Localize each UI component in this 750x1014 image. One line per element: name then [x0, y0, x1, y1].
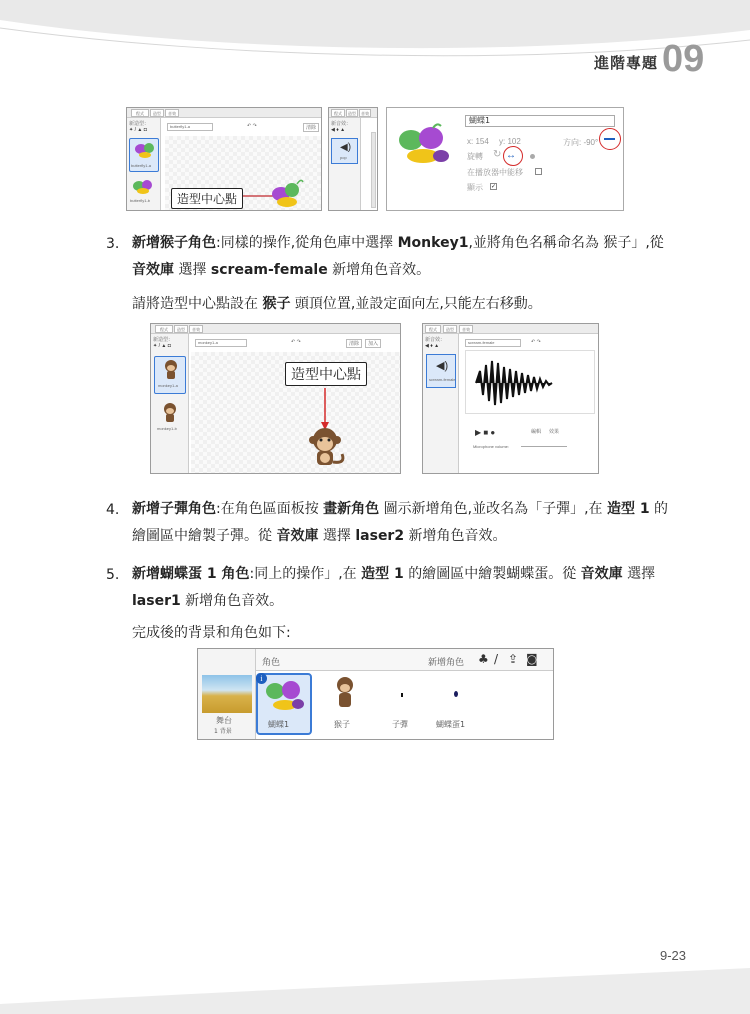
step-3-note — [132, 293, 542, 313]
monkey-icon — [333, 675, 357, 713]
step-4-title: 新增子彈角色 — [132, 501, 216, 517]
sprite-name-label: 子彈 — [392, 720, 408, 729]
draggable-checkbox[interactable] — [535, 168, 542, 175]
direction-dial[interactable] — [599, 128, 621, 150]
monkey-icon — [160, 402, 180, 424]
header-swoosh — [0, 0, 750, 90]
tab-bar — [423, 324, 598, 334]
direction-label: 方向: -90° — [563, 138, 599, 147]
stage-pane[interactable] — [198, 649, 256, 739]
step-4-text — [132, 496, 672, 550]
tab-scripts[interactable]: 程式 — [331, 109, 345, 117]
tab-scripts[interactable]: 程式 — [155, 325, 173, 333]
sprite-panel — [197, 648, 554, 740]
step-3-text — [132, 230, 672, 284]
step-3-number: 3. — [106, 236, 120, 252]
undo-redo-icon[interactable]: ↶ ↷ — [531, 339, 541, 345]
speaker-icon: ◀) — [340, 142, 352, 153]
new-sound-label: 新音效： — [331, 121, 352, 127]
clear-button[interactable]: 清除 — [346, 339, 362, 348]
no-rotate-icon[interactable] — [530, 154, 535, 159]
left-right-icon: ↔ — [506, 150, 516, 161]
sound-list — [329, 118, 361, 211]
tab-bar — [151, 324, 400, 334]
step-4-keyword: 畫新角色 — [323, 501, 380, 517]
tab-bar — [127, 108, 321, 118]
step-3-title: 新增猴子角色 — [132, 235, 216, 251]
step-5-part: :同上的操作」,在 — [249, 566, 362, 582]
sprite-panel-header — [256, 649, 553, 671]
egg-icon — [454, 691, 458, 697]
costume-name-field[interactable]: butterfly1-a — [167, 123, 213, 131]
step-3-keyword: 音效庫 — [132, 262, 174, 278]
sound-editor-screenshot — [422, 323, 599, 474]
rotation-style-label: 旋轉 — [467, 152, 483, 161]
sprite-info-screenshot — [386, 107, 624, 211]
edit-menu[interactable]: 編輯 — [531, 429, 542, 435]
monkey-icon — [306, 384, 356, 474]
step-5-part: 選擇 — [622, 566, 656, 582]
sprite-name-label: 猴子 — [334, 720, 350, 729]
stage-backdrop-count: 1 背景 — [214, 728, 232, 735]
tab-costumes[interactable]: 造型 — [150, 109, 164, 117]
sound-scrollbar[interactable] — [371, 132, 376, 208]
sound-list — [423, 334, 459, 474]
chapter-number: 09 — [662, 38, 705, 80]
paint-sprite-icon[interactable]: / — [494, 652, 499, 666]
step-4-part: :在角色區面板按 — [216, 501, 324, 517]
costume-list — [127, 118, 161, 211]
step-4-keyword: laser2 — [355, 528, 405, 544]
sound-thumb-label: scream-female — [429, 377, 456, 382]
step-4-keyword: 音效庫 — [276, 528, 319, 544]
tab-costumes[interactable]: 造型 — [443, 325, 457, 333]
sprite-name-field[interactable]: 蝴蝶1 — [465, 115, 615, 127]
costume-name-field[interactable]: monkey1-a — [195, 339, 247, 347]
upload-sprite-icon[interactable]: ⇪ — [508, 652, 519, 666]
costume-thumb[interactable] — [129, 178, 159, 208]
stage-thumbnail[interactable] — [202, 675, 252, 713]
costume-list — [151, 334, 189, 474]
costume-thumb-label: monkey1-a — [158, 383, 178, 388]
tab-sounds[interactable]: 音效 — [361, 111, 369, 116]
step-5-keyword: 造型 1 — [361, 566, 404, 582]
step-5-part: 新增角色音效。 — [180, 593, 284, 609]
undo-redo-icon[interactable]: ↶ ↷ — [291, 339, 301, 345]
sprite-library-icon[interactable]: ♣ — [478, 652, 489, 666]
note-part: 頭頂位置,並設定面向左,只能左右移動。 — [290, 296, 542, 312]
costume-tools-icon[interactable]: ✦ / ▲ ◘ — [129, 127, 147, 133]
butterfly-icon — [129, 178, 157, 196]
sprite-tile[interactable] — [378, 673, 428, 735]
sprite-name-label: 蝴蝶蛋1 — [436, 720, 466, 729]
tab-sounds[interactable]: 音效 — [189, 325, 203, 333]
undo-redo-icon[interactable]: ↶ ↷ — [247, 123, 257, 129]
tab-costumes[interactable]: 造型 — [348, 111, 356, 116]
step-4-part: 選擇 — [318, 528, 356, 544]
clear-button[interactable]: 清除 — [303, 123, 319, 132]
new-costume-label: 新造型： — [153, 337, 174, 343]
step-5-part: 的繪圖區中繪製蝴蝶蛋。從 — [403, 566, 581, 582]
playback-controls-icon[interactable]: ▶ ■ ● — [475, 428, 496, 437]
step-3-part: 新增角色音效。 — [327, 262, 431, 278]
costume-thumb-label: monkey1-b — [157, 426, 177, 431]
step-4-part: 圖示新增角色,並改名為「子彈」,在 — [379, 501, 607, 517]
sound-thumb-label: pop — [340, 155, 347, 160]
stage-label: 舞台 — [216, 716, 232, 725]
butterfly-icon — [263, 679, 307, 715]
note-keyword: 猴子 — [262, 296, 291, 312]
sound-panel-screenshot — [328, 107, 378, 211]
info-icon[interactable]: i — [256, 673, 267, 684]
tab-sounds[interactable]: 音效 — [165, 109, 179, 117]
center-point-callout: 造型中心點 — [171, 188, 243, 209]
butterfly-icon — [393, 122, 453, 172]
sprite-tile[interactable] — [434, 673, 494, 735]
sound-tools-icon[interactable]: ◀ ♦ ▲ — [331, 127, 346, 133]
butterfly-icon — [131, 141, 159, 161]
bullet-icon — [401, 693, 403, 697]
sprite-name-label: 蝴蝶1 — [268, 720, 290, 729]
tab-bar — [329, 108, 377, 118]
new-sound-label: 新音效： — [425, 337, 446, 343]
costume-editor-screenshot — [126, 107, 322, 211]
tab-scripts[interactable]: 程式 — [425, 325, 441, 333]
monkey-icon — [161, 359, 181, 381]
costume-thumb-label: butterfly1-b — [130, 198, 151, 203]
step-5-title: 新增蝴蝶蛋 1 角色 — [132, 566, 250, 582]
show-checkbox[interactable]: ✓ — [491, 183, 497, 190]
draggable-label: 在播放器中能移 — [467, 168, 523, 177]
step-4-part: 新增角色音效。 — [404, 528, 507, 544]
step-5-text — [132, 561, 672, 615]
sprite-tile[interactable] — [320, 673, 370, 735]
direction-needle-icon — [604, 138, 615, 140]
tab-sounds[interactable]: 音效 — [459, 325, 473, 333]
step-4-part: 的繪圖區中繪製子彈。從 — [132, 501, 669, 544]
tab-scripts[interactable]: 程式 — [131, 109, 149, 117]
sound-name-field[interactable]: scream-female — [465, 339, 521, 347]
step-3-keyword: Monkey1 — [397, 235, 469, 251]
chapter-title: 進階專題 — [594, 54, 659, 72]
speaker-icon: ◀) — [436, 360, 449, 372]
left-right-rotation-button[interactable] — [503, 146, 523, 166]
costume-thumb[interactable] — [154, 400, 186, 436]
step-4-number: 4. — [106, 502, 120, 518]
camera-icon[interactable]: ◙ — [526, 652, 538, 666]
waveform-icon — [466, 351, 596, 415]
costume-thumb-label: butterfly1-a — [131, 163, 152, 168]
new-costume-label: 新造型： — [129, 121, 150, 127]
mic-volume-label: Microphone volume: — [473, 444, 510, 449]
step-3-keyword: scream-female — [210, 262, 328, 278]
sprite-tile-selected[interactable] — [256, 673, 312, 735]
monkey-costume-screenshot — [150, 323, 401, 474]
step-5-number: 5. — [106, 567, 120, 583]
show-label: 顯示 — [467, 183, 483, 192]
page-number: 9-23 — [660, 948, 687, 963]
sound-thumb-selected[interactable] — [426, 354, 456, 388]
step-3-part: 選擇 — [174, 262, 211, 278]
effects-menu[interactable]: 效果 — [549, 429, 560, 435]
sound-thumb-selected[interactable] — [331, 138, 358, 164]
footer-swoosh — [0, 960, 750, 1014]
butterfly-icon — [237, 178, 307, 211]
tab-costumes[interactable]: 造型 — [174, 325, 188, 333]
x-position: x: 154 — [467, 137, 489, 146]
sprites-title: 角色 — [262, 658, 281, 668]
step-3-part: :同樣的操作,從角色庫中選擇 — [216, 235, 398, 251]
rotate-all-icon[interactable]: ↻ — [493, 149, 502, 160]
step-4-keyword: 造型 1 — [606, 501, 650, 517]
step-3-part: ,並將角色名稱命名為 猴子」,從 — [468, 235, 664, 251]
new-sprite-label: 新增角色 — [428, 658, 465, 668]
note-part: 請將造型中心點設在 — [132, 296, 263, 312]
y-position: y: 102 — [499, 137, 521, 146]
waveform-area[interactable] — [465, 350, 595, 414]
costume-tools-icon[interactable]: ✦ / ▲ ◘ — [153, 343, 171, 349]
costume-thumb-selected[interactable] — [129, 138, 159, 172]
step-5-keyword: laser1 — [132, 593, 181, 609]
step-5-keyword: 音效庫 — [580, 566, 623, 582]
add-button[interactable]: 加入 — [365, 339, 381, 348]
mic-volume-slider[interactable] — [521, 446, 567, 447]
center-point-callout: 造型中心點 — [285, 362, 367, 386]
sound-tools-icon[interactable]: ◀ ♦ ▲ — [425, 343, 440, 349]
done-text: 完成後的背景和角色如下: — [132, 625, 291, 641]
costume-thumb-selected[interactable] — [154, 356, 186, 394]
